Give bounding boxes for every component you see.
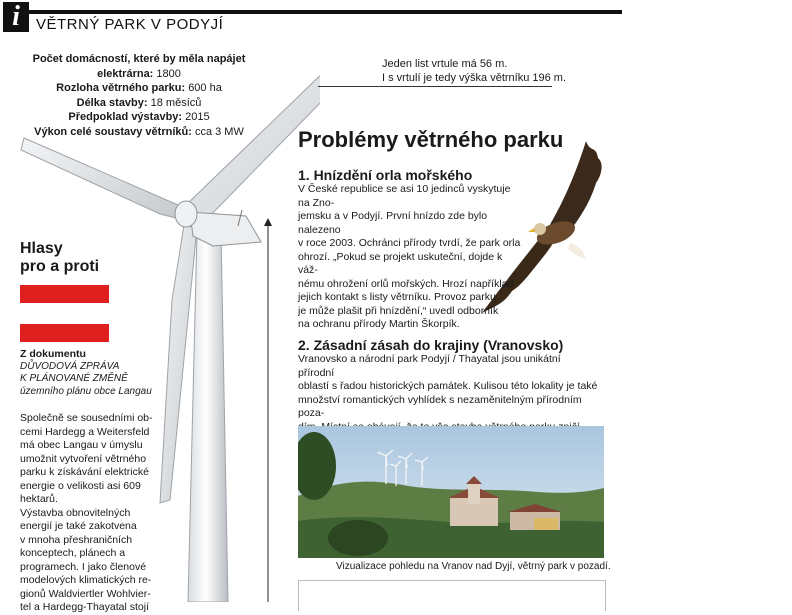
text-line: v mnoha přeshraničních xyxy=(20,533,133,546)
text-line: hektarů. xyxy=(20,493,58,505)
text-line: jemsku a v Podyjí. První hnízdo zde bylo nalezeno xyxy=(298,210,488,236)
text-line: parku k získávání elektrické xyxy=(20,466,149,478)
text-line: na ochranu přírody Martin Škorpík. xyxy=(298,318,460,330)
fact-label: Délka stavby: xyxy=(76,96,148,109)
info-icon: i xyxy=(3,2,29,32)
document-title-line: K PLÁNOVANÉ ZMĚNĚ xyxy=(20,373,128,384)
note-line: Jeden list vrtule má 56 m. xyxy=(382,58,508,70)
text-line: Vranovsko a národní park Podyjí / Thayatal jsou unikátní přírodní xyxy=(298,353,561,379)
document-subtitle: územního plánu obce Langau xyxy=(20,385,152,397)
heading-line: pro a proti xyxy=(20,258,100,275)
text-line: má obec Langau v úmyslu xyxy=(20,439,143,451)
document-source xyxy=(20,348,152,398)
text-line: množství romantických vyhlídek s nezaměnitelným přírodním poza- xyxy=(298,393,582,419)
text-line: modelových klimatických re- xyxy=(20,574,152,586)
text-line: energií je také zakotvena xyxy=(20,520,137,532)
section-heading: 1. Hnízdění orla mořského xyxy=(298,167,473,183)
austrian-flag-red-stripe xyxy=(20,324,109,342)
fact-value: cca 3 MW xyxy=(194,125,244,138)
text-line: nému ohrožení orlů mořských. Hrozí například xyxy=(298,277,514,290)
fact-label: Počet domácností, které by měla napájet elektrárna: xyxy=(32,53,246,80)
fact-label: Rozloha větrného parku: xyxy=(56,82,186,94)
text-line: Společně se sousedními ob- xyxy=(20,412,153,424)
heading-line: Hlasy xyxy=(20,240,63,257)
note-line: I s vrtulí je tedy výška větrníku 196 m. xyxy=(382,72,567,84)
fact-value: 600 ha xyxy=(188,82,222,94)
note-pointer-line xyxy=(318,86,552,87)
sidebar-heading xyxy=(20,240,99,276)
fact-value: 2015 xyxy=(185,111,210,123)
text-line: umožnit vytvoření větrného xyxy=(20,452,147,465)
height-arrow xyxy=(262,218,274,602)
text-line: oblastí s řadou historických památek. Kulisou této lokality je také xyxy=(298,380,598,392)
document-title-line: DŮVODOVÁ ZPRÁVA xyxy=(20,360,120,372)
photo-caption: Vizualizace pohledu na Vranov nad Dyjí, větrný park v pozadí. xyxy=(336,561,611,572)
austrian-flag-red-stripe xyxy=(20,285,109,303)
text-line: cemi Hardegg a Weitersfeld xyxy=(20,425,150,438)
text-line: energie o velikosti asi 609 xyxy=(20,479,141,492)
text-line: v roce 2003. Ochránci přírody tvrdí, že park orla xyxy=(298,237,521,249)
page-title: VĚTRNÝ PARK V PODYJÍ xyxy=(36,16,224,33)
text-line: Výstavba obnovitelných xyxy=(20,506,131,519)
text-line: gionů Waldviertler Wohlvier- xyxy=(20,587,151,600)
fact-label: Výkon celé soustavy větrníků: xyxy=(34,125,192,138)
section-title: Problémy větrného parku xyxy=(298,127,564,152)
blade-note xyxy=(382,57,566,85)
text-line: ohrozí. „Pokud se projekt uskuteční, dojde k váž- xyxy=(298,250,503,276)
text-line: tel a Hardegg-Thayatal stojí xyxy=(20,601,149,613)
document-label: Z dokumentu xyxy=(20,348,86,360)
text-line: programech. I jako členové xyxy=(20,560,147,573)
sidebar-text xyxy=(20,412,164,615)
text-line: jejich kontakt s listy větrníku. Provoz parku xyxy=(298,291,496,303)
landscape-photo xyxy=(298,426,604,558)
fact-value: 18 měsíců xyxy=(150,96,202,109)
next-box-outline xyxy=(298,580,606,611)
text-line: V České republice se asi 10 jedinců vyskytuje na Zno- xyxy=(298,183,511,209)
facts-box xyxy=(28,52,250,139)
text-line: konceptech, plánech a xyxy=(20,547,126,559)
section-text xyxy=(298,183,523,332)
text-line: je může plašit při hnízdění,“ uvedl odborník xyxy=(298,304,499,317)
section-heading: 2. Zásadní zásah do krajiny (Vranovsko) xyxy=(298,337,564,353)
fact-value: 1800 xyxy=(156,67,181,80)
fact-label: Předpoklad výstavby: xyxy=(68,111,183,123)
